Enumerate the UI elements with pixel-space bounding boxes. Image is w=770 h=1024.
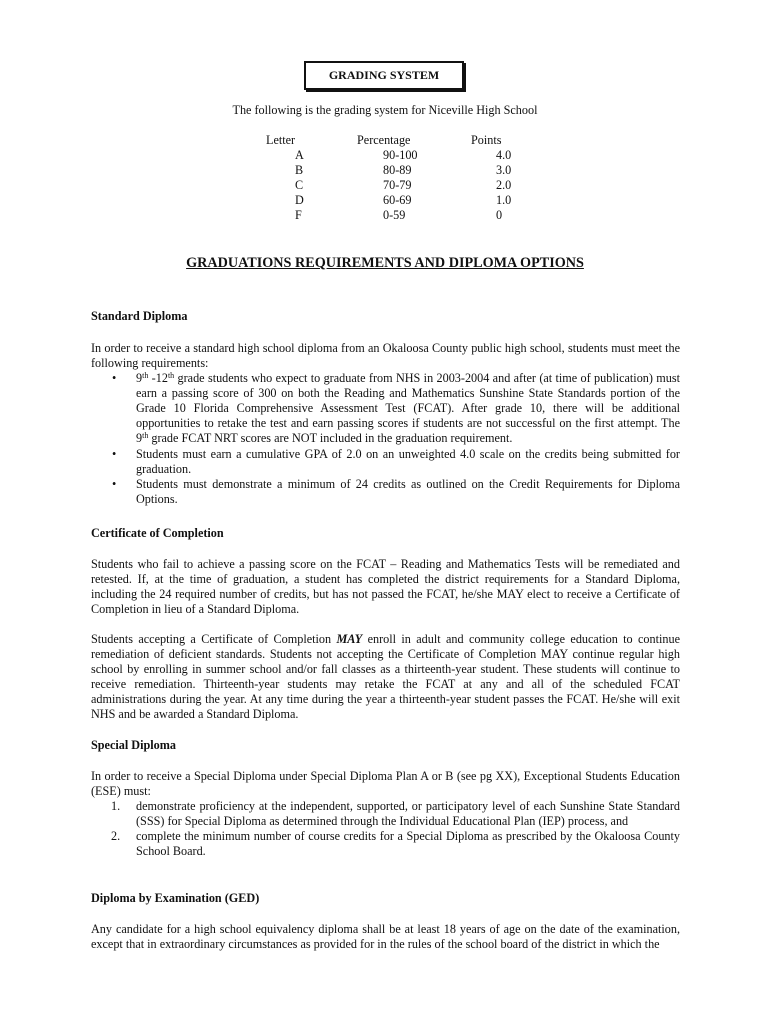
grade-table	[266, 133, 526, 223]
bullet-glyph: •	[112, 477, 117, 491]
graduation-requirements-title: GRADUATIONS REQUIREMENTS AND DIPLOMA OPTIONS	[186, 255, 584, 271]
list-item	[91, 829, 680, 859]
paragraph-text: Students accepting a Certificate of Completion	[91, 632, 337, 646]
grade-row	[266, 148, 526, 163]
grade-table-header	[266, 133, 526, 148]
requirement-text: complete the minimum number of course credits for a Special Diploma as prescribed by the Okaloosa County School Board.	[136, 829, 680, 858]
header-letter: Letter	[266, 133, 296, 147]
special-diploma-intro: In order to receive a Special Diploma under Special Diploma Plan A or B (see pg XX), Exceptional Students Education (ESE) must:	[91, 769, 680, 798]
grade-row	[266, 178, 526, 193]
grading-intro: The following is the grading system for Niceville High School	[232, 103, 538, 117]
special-requirements-list	[91, 799, 680, 859]
list-item	[91, 799, 680, 829]
special-diploma-heading: Special Diploma	[91, 738, 176, 752]
ordinal-suffix: th	[142, 431, 149, 440]
ged-paragraph: Any candidate for a high school equivalency diploma shall be at least 18 years of age on the date of the examination, except that in extraordinary circumstances as provided for in the rules of the school board of the district in which the	[91, 922, 680, 951]
grade-letter: C	[295, 178, 304, 192]
grade-number: -12	[148, 371, 168, 385]
ged-heading: Diploma by Examination (GED)	[91, 891, 260, 905]
requirement-text: grade students who expect to graduate from NHS in 2003-2004 and after (at time of publication) must earn a passing score of 300 on both the Reading and Mathematics Sunshine State Standards portion of the Grade 10 Florida Comprehensive Assessment Test (FCAT). After grade 10, there will be additional opportunities to retake the test and earn passing scores if students are not successful on the first attempt. The 9	[136, 371, 680, 445]
certificate-heading: Certificate of Completion	[91, 526, 224, 540]
grade-points: 3.0	[496, 163, 512, 177]
standard-requirements-list	[91, 371, 680, 507]
requirement-text: Students must demonstrate a minimum of 24 credits as outlined on the Credit Requirements for Diploma Options.	[136, 477, 680, 506]
grade-letter: B	[295, 163, 304, 177]
paragraph-text: enroll in adult and community college education to continue remediation of deficient standards. Students not accepting the Certificate of Completion MAY continue regular high school by enrolling in summer school and/or fall classes as a thirteenth-year student. These students will continue to receive remediation. Thirteenth-year students may retake the FCAT at any and all of the scheduled FCAT administrations during the year. At any time during the year a thirteenth-year student passes the FCAT. He/she will exit NHS and be awarded a Standard Diploma.	[91, 632, 680, 721]
grade-row	[266, 208, 526, 223]
grade-percentage: 0-59	[383, 208, 406, 222]
list-item	[91, 447, 680, 477]
header-percentage: Percentage	[357, 133, 411, 147]
grade-points: 2.0	[496, 178, 512, 192]
grade-points: 4.0	[496, 148, 512, 162]
ordinal-suffix: th	[167, 371, 175, 380]
list-item	[91, 477, 680, 507]
requirement-text: demonstrate proficiency at the independent, supported, or participatory level of each Sunshine State Standard (SSS) for Special Diploma as determined through the Individual Educational Plan (IEP) process, and	[136, 799, 680, 828]
bullet-glyph: •	[112, 447, 117, 461]
emphasis-may: MAY	[336, 632, 363, 646]
standard-diploma-intro: In order to receive a standard high school diploma from an Okaloosa County public high school, students must meet the following requirements:	[91, 341, 680, 370]
grade-number: 9	[136, 371, 143, 385]
grade-row	[266, 163, 526, 178]
grade-row	[266, 193, 526, 208]
item-number: 2.	[111, 829, 121, 843]
grade-percentage: 90-100	[383, 148, 418, 162]
grade-percentage: 70-79	[383, 178, 412, 192]
ordinal-suffix: th	[142, 371, 149, 380]
item-number: 1.	[111, 799, 121, 813]
grade-letter: D	[295, 193, 304, 207]
grade-points: 1.0	[496, 193, 512, 207]
requirement-text: Students must earn a cumulative GPA of 2.0 on an unweighted 4.0 scale on the credits being submitted for graduation.	[136, 447, 680, 476]
grade-letter: F	[295, 208, 302, 222]
grade-percentage: 80-89	[383, 163, 412, 177]
header-points: Points	[471, 133, 502, 147]
grade-letter: A	[295, 148, 304, 162]
grade-percentage: 60-69	[383, 193, 412, 207]
standard-diploma-heading: Standard Diploma	[91, 309, 188, 323]
grading-system-title-box: GRADING SYSTEM	[304, 61, 464, 90]
certificate-paragraph-2	[91, 632, 680, 722]
certificate-paragraph-1: Students who fail to achieve a passing score on the FCAT – Reading and Mathematics Tests will be remediated and retested. If, at the time of graduation, a student has completed the district requirements for a Standard Diploma, including the 24 required number of credits, but has not passed the FCAT, he/she MAY elect to receive a Certificate of Completion in lieu of a Standard Diploma.	[91, 557, 680, 616]
bullet-glyph: •	[112, 371, 117, 385]
list-item	[91, 371, 680, 446]
requirement-text: grade FCAT NRT scores are NOT included in the graduation requirement.	[148, 431, 513, 445]
grade-points: 0	[496, 208, 503, 222]
